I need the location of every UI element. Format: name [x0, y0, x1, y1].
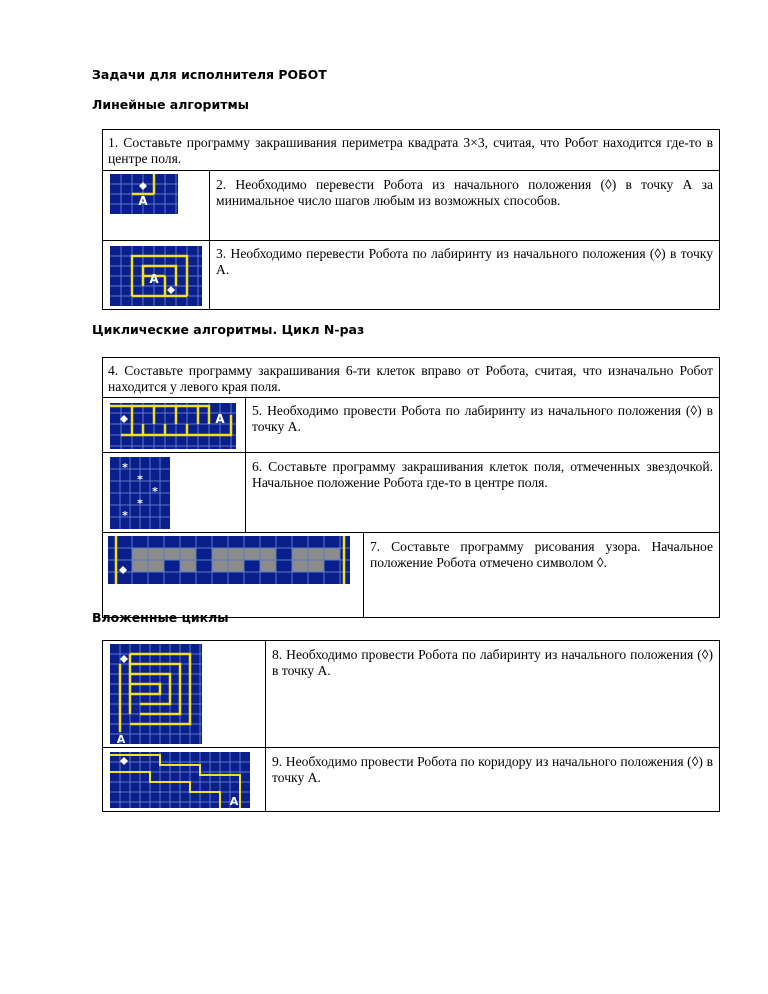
task-2-robot-field [110, 174, 178, 214]
task-5-text: 5. Необходимо провести Робота по лабиринту из начального положения (◊) в точку А. [252, 403, 713, 434]
row-divider [102, 240, 720, 241]
target-a-label: А [149, 272, 159, 286]
row-divider [102, 747, 720, 748]
row-divider [102, 170, 720, 171]
target-a-label: А [229, 795, 239, 808]
target-a-label: А [138, 194, 148, 208]
star-mark: * [122, 461, 128, 474]
star-mark: * [152, 485, 158, 498]
task-3-text: 3. Необходимо перевести Робота по лабиринту из начального положения (◊) в точку А. [216, 246, 713, 277]
page-title: Задачи для исполнителя РОБОТ [92, 67, 327, 82]
row-divider [102, 532, 720, 533]
task-7-text: 7. Составьте программу рисования узора. Начальное положение Робота отмечено символом ◊. [370, 539, 713, 570]
task-7-robot-pattern [108, 536, 350, 584]
col-divider [265, 640, 266, 812]
section-heading-nested: Вложенные циклы [92, 610, 229, 625]
col-divider [209, 170, 210, 310]
task-6-text: 6. Составьте программу закрашивания клеток поля, отмеченных звездочкой. Начальное положение Робота где-то в центре поля. [252, 459, 713, 490]
task-4-text: 4. Составьте программу закрашивания 6-ти клеток вправо от Робота, считая, что изначально Робот находится у левого края поля. [108, 363, 713, 394]
target-a-label: А [215, 412, 225, 426]
task-2-text: 2. Необходимо перевести Робота из начального положения (◊) в точку А за минимальное число шагов любым из возможных способов. [216, 177, 713, 208]
task-1-text: 1. Составьте программу закрашивания периметра квадрата 3×3, считая, что Робот находится где-то в центре поля. [108, 135, 713, 166]
col-divider [245, 397, 246, 532]
star-mark: * [137, 473, 143, 486]
section-heading-linear: Линейные алгоритмы [92, 97, 249, 112]
task-9-corridor [110, 752, 250, 808]
star-mark: * [137, 497, 143, 510]
task-8-spiral-maze [110, 644, 202, 744]
star-mark: * [122, 509, 128, 522]
row-divider [102, 397, 720, 398]
section-heading-loops: Циклические алгоритмы. Цикл N-раз [92, 322, 365, 337]
task-8-text: 8. Необходимо провести Робота по лабиринту из начального положения (◊) в точку А. [272, 647, 713, 678]
task-5-robot-maze [110, 403, 236, 449]
task-6-star-field [110, 457, 170, 529]
task-3-robot-maze [110, 246, 202, 306]
col-divider [363, 532, 364, 618]
row-divider [102, 452, 720, 453]
task-9-text: 9. Необходимо провести Робота по коридору из начального положения (◊) в точку А. [272, 754, 713, 785]
target-a-label: А [116, 733, 126, 744]
